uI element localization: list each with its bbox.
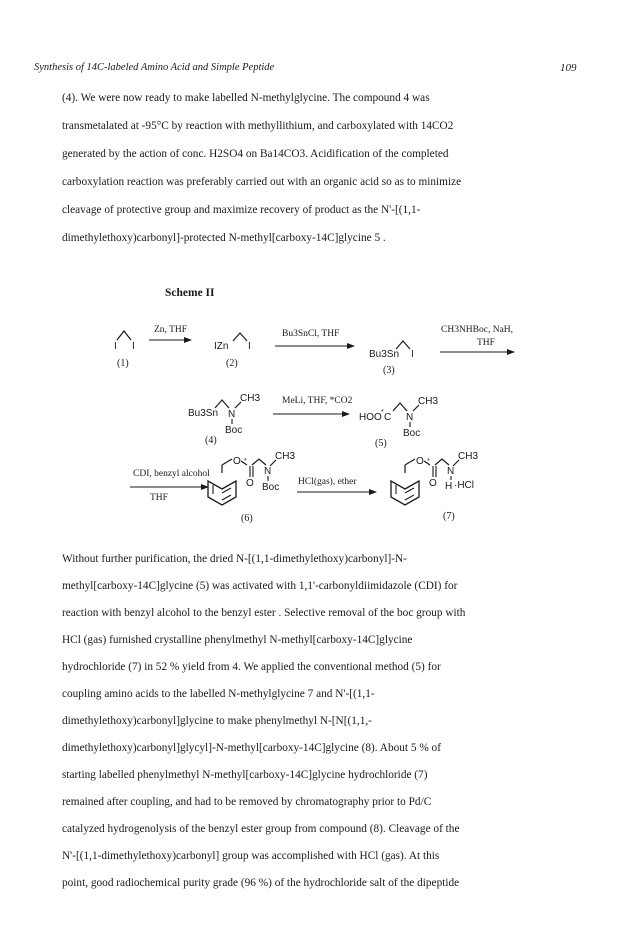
atom-label: HOO <box>359 412 382 423</box>
atom-label: Bu3Sn <box>369 349 400 360</box>
reagent-label: THF <box>150 493 168 503</box>
reaction-arrow <box>273 411 350 417</box>
text-line: HCl (gas) furnished crystalline phenylmethyl N-methyl[carboxy-14C]glycine <box>62 634 413 646</box>
text-line: dimethylethoxy)carbonyl]glycine to make phenylmethyl N-[N[(1,1,- <box>62 715 372 727</box>
text-line: catalyzed hydrogenolysis of the benzyl ester group from compound (8). Cleavage of the <box>62 823 460 835</box>
text-line: reaction with benzyl alcohol to the benzyl ester . Selective removal of the boc group with <box>62 607 466 619</box>
compound-7-structure <box>391 451 478 505</box>
compound-1-structure <box>114 331 135 352</box>
text-line: generated by the action of conc. H2SO4 on Ba14CO3. Acidification of the completed <box>62 148 449 160</box>
reaction-arrow <box>297 489 377 495</box>
reaction-arrow <box>440 349 515 355</box>
text-line: carboxylation reaction was preferably carried out with an organic acid so as to minimize <box>62 176 462 188</box>
compound-label-6: (6) <box>241 513 253 524</box>
compound-label-3: (3) <box>383 365 395 376</box>
reaction-arrow <box>149 337 192 343</box>
reaction-arrow <box>275 343 355 349</box>
text-line: N'-[(1,1-dimethylethoxy)carbonyl] group was accomplished with HCl (gas). At this <box>62 850 440 862</box>
text-line: coupling amino acids to the labelled N-methylglycine 7 and N'-[(1,1- <box>62 688 375 700</box>
atom-label: IZn <box>214 341 229 352</box>
scheme-title: Scheme II <box>165 287 215 299</box>
atom-label: O <box>429 478 437 489</box>
compound-label-7: (7) <box>443 511 455 522</box>
reagent-label: Bu3SnCl, THF <box>282 329 340 339</box>
reagent-label: MeLi, THF, *CO2 <box>282 396 353 406</box>
label-star: * <box>381 409 384 416</box>
atom-label: CH3 <box>240 393 261 404</box>
reagent-label: Zn, THF <box>154 325 188 335</box>
atom-label: CH3 <box>418 396 439 407</box>
reaction-arrow <box>130 484 209 490</box>
label-star: * <box>427 458 430 465</box>
reagent-label: CDI, benzyl alcohol <box>133 469 210 479</box>
reagent-label: HCl(gas), ether <box>298 477 357 487</box>
atom-label: I <box>132 341 135 352</box>
label-star: * <box>244 458 247 465</box>
text-line: dimethylethoxy)carbonyl]-protected N-methyl[carboxy-14C]glycine 5 . <box>62 232 386 244</box>
text-line: hydrochloride (7) in 52 % yield from 4. We applied the conventional method (5) for <box>62 661 441 673</box>
atom-label: O <box>233 456 241 467</box>
text-line: dimethylethoxy)carbonyl]glycyl]-N-methyl[carboxy-14C]glycine (8). About 5 % of <box>62 742 441 754</box>
atom-label: N <box>228 409 236 420</box>
atom-label: Boc <box>225 425 243 436</box>
compound-label-2: (2) <box>226 358 238 369</box>
compound-6-structure <box>208 451 295 505</box>
atom-label: I <box>411 349 414 360</box>
atom-label: O <box>416 456 424 467</box>
atom-label: CH3 <box>458 451 479 462</box>
page-number: 109 <box>560 62 577 74</box>
atom-label: Boc <box>403 428 421 439</box>
atom-label: N <box>447 466 455 477</box>
reagent-label: CH3NHBoc, NaH, <box>441 325 514 335</box>
text-line: remained after coupling, and had to be removed by chromatography prior to Pd/C <box>62 796 432 808</box>
text-line: cleavage of protective group and maximize recovery of product as the N'-[(1,1- <box>62 204 421 216</box>
atom-label: ·HCl <box>454 480 474 491</box>
atom-label: CH3 <box>275 451 296 462</box>
compound-label-5: (5) <box>375 438 387 449</box>
atom-label: I <box>114 341 117 352</box>
compound-3-structure <box>369 341 414 360</box>
text-line: transmetalated at -95°C by reaction with methyllithium, and carboxylated with 14CO2 <box>62 120 454 132</box>
atom-label: Boc <box>262 482 280 493</box>
compound-5-structure <box>359 396 438 439</box>
reagent-label: THF <box>477 338 495 348</box>
atom-label: I <box>248 341 251 352</box>
compound-label-4: (4) <box>205 435 217 446</box>
text-line: point, good radiochemical purity grade (96 %) of the hydrochloride salt of the dipeptide <box>62 877 460 889</box>
compound-2-structure <box>214 333 251 352</box>
text-line: starting labelled phenylmethyl N-methyl[carboxy-14C]glycine hydrochloride (7) <box>62 769 428 781</box>
text-line: (4). We were now ready to make labelled N-methylglycine. The compound 4 was <box>62 92 430 104</box>
atom-label: N <box>406 412 414 423</box>
text-line: Without further purification, the dried N-[(1,1-dimethylethoxy)carbonyl]-N- <box>62 553 407 565</box>
atom-label: H <box>445 481 453 492</box>
running-header: Synthesis of 14C-labeled Amino Acid and Simple Peptide <box>34 62 275 73</box>
compound-4-structure <box>188 393 260 436</box>
atom-label: N <box>264 466 272 477</box>
text-line: methyl[carboxy-14C]glycine (5) was activated with 1,1'-carbonyldiimidazole (CDI) for <box>62 580 458 592</box>
atom-label: Bu3Sn <box>188 408 219 419</box>
atom-label: C <box>384 412 392 423</box>
atom-label: O <box>246 478 254 489</box>
compound-label-1: (1) <box>117 358 129 369</box>
